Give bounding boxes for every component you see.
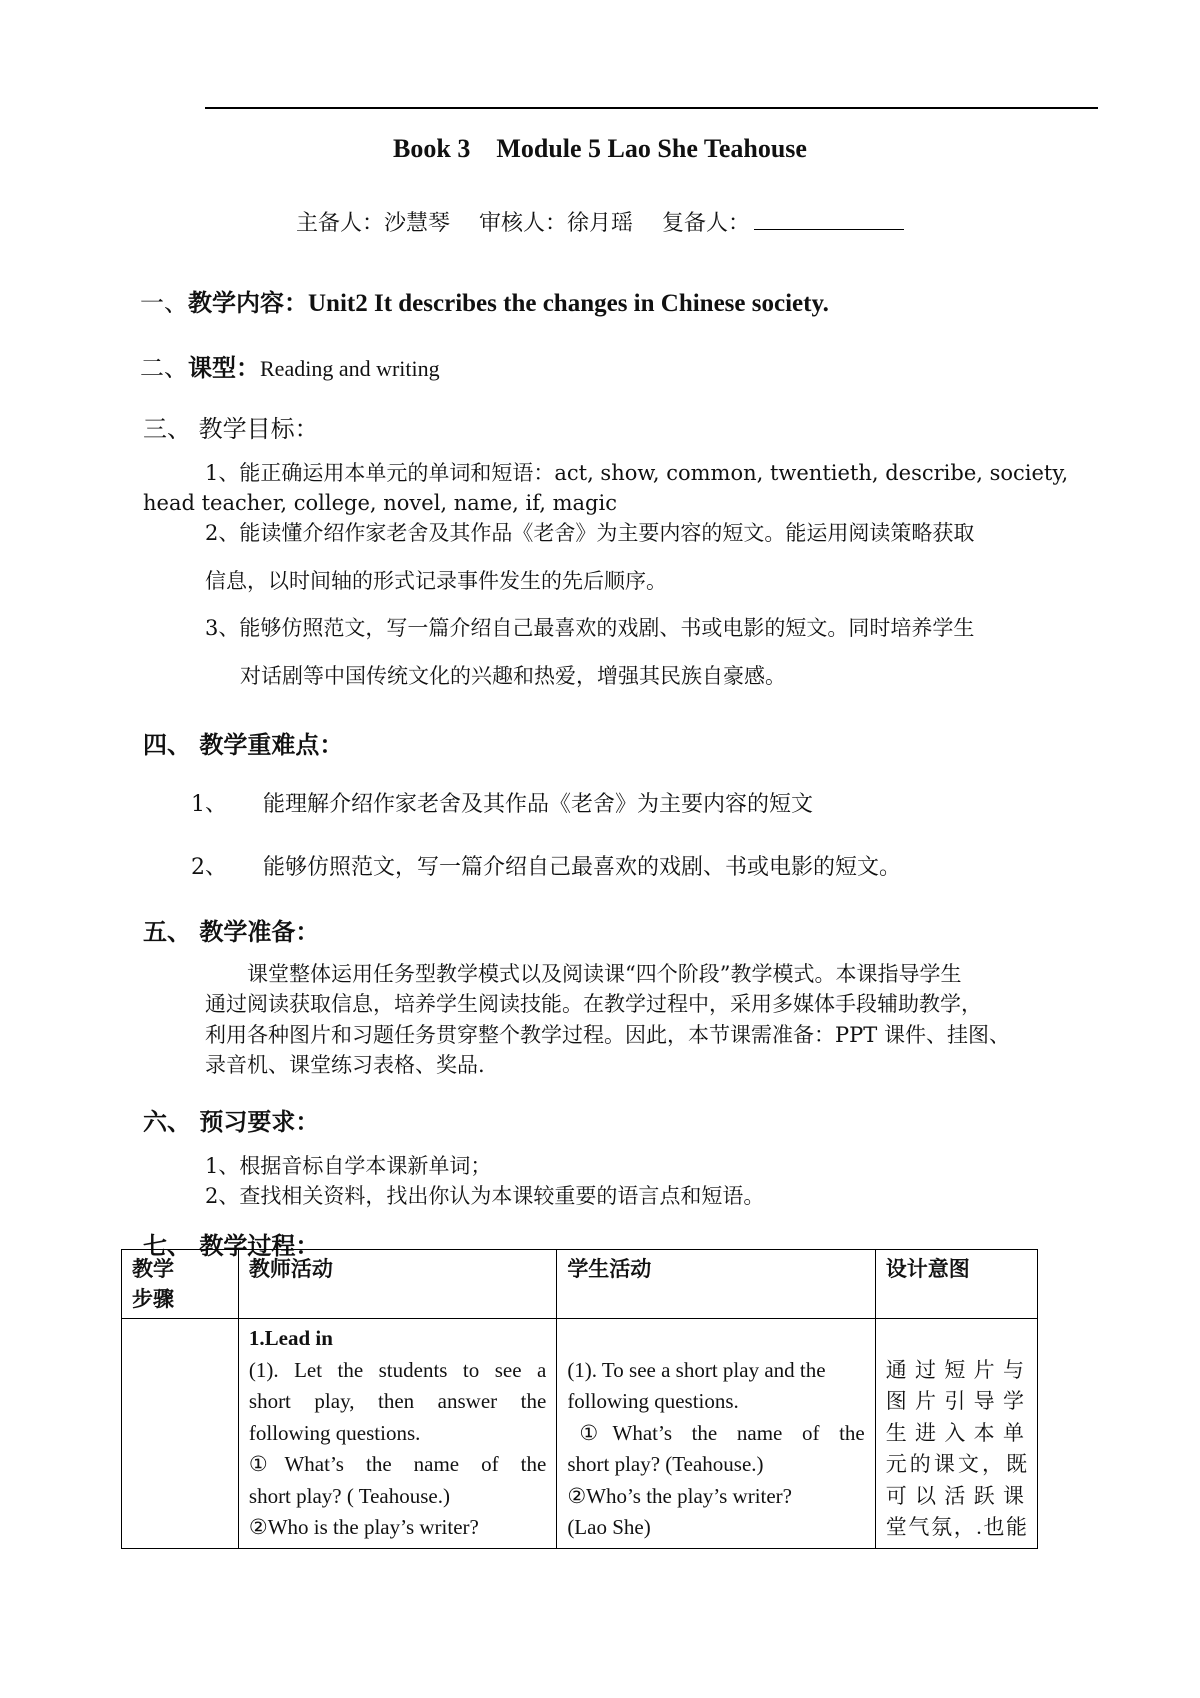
staff-line [0,206,1200,237]
page-title: Book 3 Module 5 Lao She Teahouse [393,134,807,163]
header-step-line-2: 步骤 [132,1286,174,1311]
preview-item-1: 1、根据音标自学本课新单词； [205,1154,492,1178]
header-step-line-1: 教学 [132,1256,174,1281]
reviewer: 审核人：徐月瑶 [478,211,633,236]
prep-line-2: 通过阅读获取信息，培养学生阅读技能。在教学过程中，采用多媒体手段辅助教学， [205,992,982,1016]
teaching-process-table [121,1249,1038,1549]
section-6-heading [143,1102,319,1137]
co-preparer-blank [754,209,904,230]
main-preparer: 主备人：沙慧琴 [295,211,450,236]
table-row [122,1319,1038,1549]
intent-line: 元的课文，既 [885,1452,1027,1476]
prep-line-3: 利用各种图片和习题任务贯穿整个教学过程。因此，本节课需准备：PPT 课件、挂图、 [205,1023,1010,1047]
table-header-row [122,1250,1038,1319]
header-design-intent: 设计意图 [875,1250,1037,1319]
goal-1-line-2: head teacher, college, novel, name, if, magic [143,491,617,515]
section-1-label: 教学内容： [188,288,308,317]
preview-item-2: 2、查找相关资料，找出你认为本课较重要的语言点和短语。 [205,1184,765,1208]
section-2-content: Reading and writing [260,356,440,381]
intent-line: 堂气氛，.也能 [885,1515,1027,1539]
student-line: (1). To see a short play and the [567,1357,826,1382]
intent-line: 生进入本单 [885,1420,1027,1445]
key-point-1 [191,790,813,819]
student-line: ①What’s the name of the [579,1420,865,1445]
goal-3-line-1: 3、能够仿照范文，写一篇介绍自己最喜欢的戏剧、书或电影的短文。同时培养学生 [205,616,975,640]
co-preparer: 复备人： [662,211,751,236]
section-6-heading-text: 六、 预习要求： [143,1107,320,1136]
teacher-line: short play, then answer the [248,1389,547,1413]
teacher-line: (1). Let the students to see a [248,1357,547,1382]
section-2-label: 课型： [188,353,260,382]
header-teacher-activity: 教师活动 [238,1250,556,1319]
prep-line-1: 课堂整体运用任务型教学模式以及阅读课“四个阶段”教学模式。本课指导学生 [205,962,962,986]
section-5-heading [143,912,319,947]
key-point-1-text: 能理解介绍作家老舍及其作品《老舍》为主要内容的短文 [263,792,814,817]
section-teaching-content [140,283,829,318]
intent-line: 图片引导学 [885,1389,1027,1413]
section-3-heading: 三、 教学目标： [143,415,319,443]
key-point-2 [191,853,901,882]
section-lesson-type [140,348,440,383]
section-7-heading-text: 七、 教学过程： [143,1231,320,1260]
goal-3-line-2: 对话剧等中国传统文化的兴趣和热爱，增强其民族自豪感。 [240,664,786,688]
student-line: (Lao She) [567,1515,651,1539]
student-activity-cell [557,1319,875,1549]
lead-in-title: 1.Lead in [248,1326,333,1350]
section-2-number: 二、 [140,354,188,382]
intent-line: 通过短片与 [885,1357,1027,1382]
goal-2-line-1: 2、能读懂介绍作家老舍及其作品《老舍》为主要内容的短文。能运用阅读策略获取 [205,521,975,545]
section-5-heading-text: 五、 教学准备： [143,917,320,946]
goal-1-line-1: 1、能正确运用本单元的单词和短语：act, show, common, twentieth, describe, society, [205,461,1069,485]
teacher-line: short play? ( Teahouse.) [248,1483,450,1508]
teacher-line: ①What’s the name of the [248,1452,547,1476]
student-line: ②Who’s the play’s writer? [567,1483,792,1508]
key-point-2-number: 2、 [191,855,227,880]
header-student-activity: 学生活动 [557,1250,875,1319]
teacher-line: following questions. [248,1420,421,1445]
key-point-1-number: 1、 [191,792,227,817]
key-point-2-text: 能够仿照范文，写一篇介绍自己最喜欢的戏剧、书或电影的短文。 [263,855,902,880]
section-1-number: 一、 [140,289,188,317]
design-intent-cell [875,1319,1037,1549]
section-4-heading-text: 四、 教学重难点： [143,730,344,759]
student-line: following questions. [567,1389,739,1413]
student-line: short play? (Teahouse.) [567,1452,764,1476]
header-rule [205,107,1098,109]
section-1-content: Unit2 It describes the changes in Chinese society. [308,290,829,317]
teacher-line: ②Who is the play’s writer? [248,1515,479,1539]
intent-line: 可以活跃课 [885,1483,1027,1508]
prep-line-4: 录音机、课堂练习表格、奖品. [205,1053,485,1077]
step-cell [122,1319,239,1549]
goal-2-line-2: 信息，以时间轴的形式记录事件发生的先后顺序。 [205,569,667,593]
section-4-heading [143,725,343,760]
header-step [122,1250,239,1319]
teacher-activity-cell [238,1319,556,1549]
